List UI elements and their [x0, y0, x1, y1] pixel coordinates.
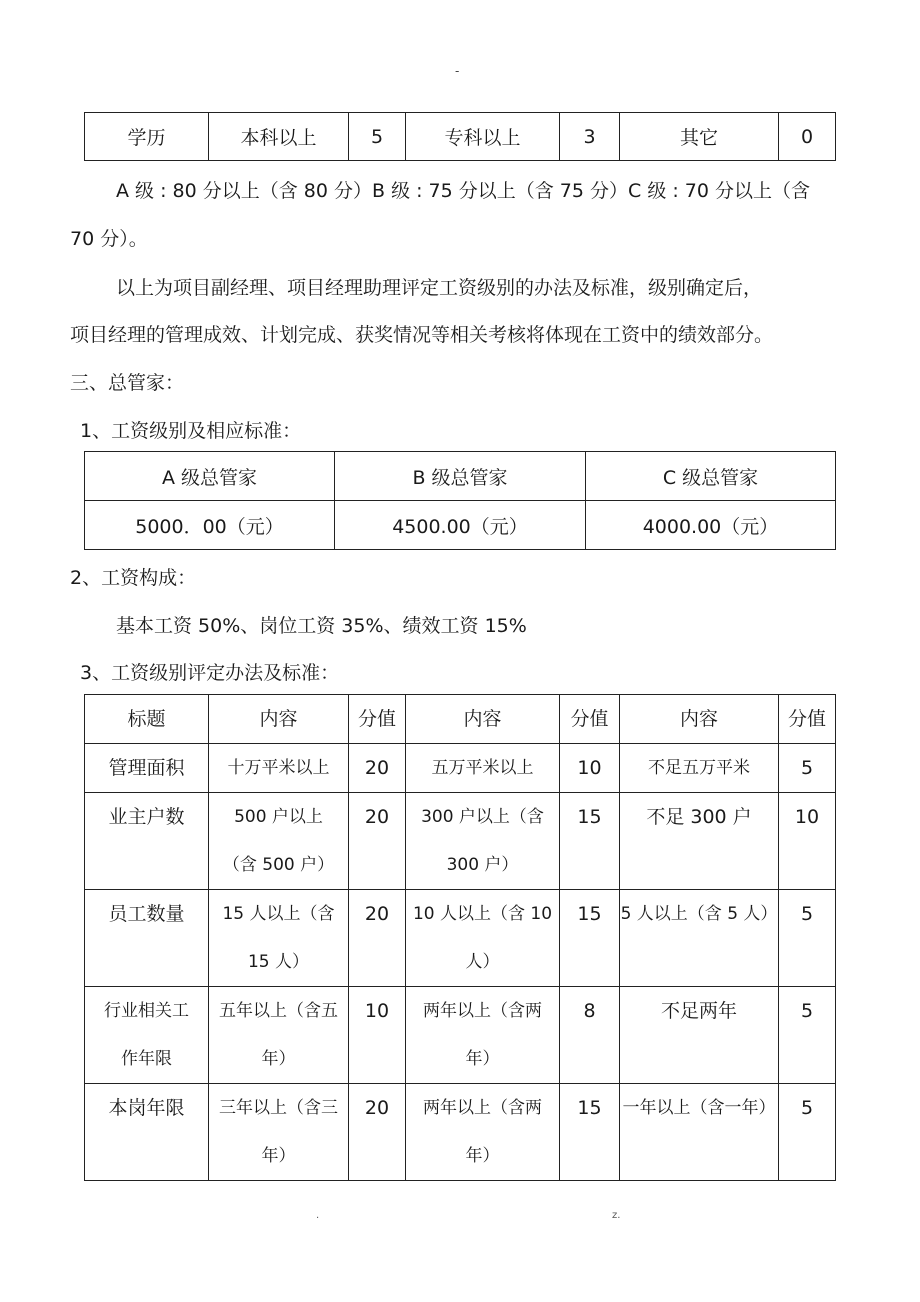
criteria-header: 分值 [349, 695, 406, 744]
criteria-content: 十万平米以上 [209, 744, 349, 793]
criteria-header: 分值 [560, 695, 620, 744]
criteria-header: 内容 [406, 695, 560, 744]
salary-amount: 4000.00（元） [586, 501, 836, 550]
footer-right-mark: z. [612, 1210, 621, 1221]
salary-amount: 5000．00（元） [85, 501, 335, 550]
grade-line-1: A 级 : 80 分以上（含 80 分）B 级 : 75 分以上（含 75 分）C 级 : 70 分以上（含 [116, 180, 811, 202]
footer-left-mark: . [316, 1210, 320, 1221]
table1-cell: 本科以上 [209, 113, 349, 161]
criteria-content: 15 人以上（含 15 人） [209, 890, 349, 987]
criteria-score: 10 [779, 793, 836, 890]
criteria-score: 20 [349, 744, 406, 793]
criteria-score: 10 [560, 744, 620, 793]
table-row [85, 744, 836, 793]
salary-level-table [84, 451, 836, 550]
criteria-content: 5 人以上（含 5 人） [620, 890, 779, 987]
criteria-header: 内容 [209, 695, 349, 744]
row-title: 业主户数 [85, 793, 209, 890]
table1-cell: 专科以上 [406, 113, 560, 161]
row-title: 员工数量 [85, 890, 209, 987]
criteria-score: 15 [560, 793, 620, 890]
education-score-table [84, 112, 836, 161]
row-title: 行业相关工 作年限 [85, 987, 209, 1084]
criteria-score: 20 [349, 890, 406, 987]
criteria-score: 8 [560, 987, 620, 1084]
criteria-score: 5 [779, 987, 836, 1084]
criteria-content: 两年以上（含两 年） [406, 1084, 560, 1181]
row-title: 管理面积 [85, 744, 209, 793]
criteria-score: 5 [779, 744, 836, 793]
criteria-content: 五年以上（含五 年） [209, 987, 349, 1084]
criteria-score: 20 [349, 1084, 406, 1181]
item1-title: 1、工资级别及相应标准： [80, 420, 302, 442]
grade-line-2: 70 分）。 [70, 228, 148, 250]
header-mark: - [455, 64, 460, 78]
salary-level-header: B 级总管家 [335, 452, 586, 501]
criteria-header: 分值 [779, 695, 836, 744]
paragraph-line-1: 以上为项目副经理、项目经理助理评定工资级别的办法及标准，级别确定后， [116, 277, 763, 299]
salary-amount: 4500.00（元） [335, 501, 586, 550]
item2-title: 2、工资构成： [70, 567, 197, 589]
table-row [85, 793, 836, 890]
criteria-header: 内容 [620, 695, 779, 744]
table-row [85, 987, 836, 1084]
criteria-content: 不足五万平米 [620, 744, 779, 793]
row-title: 本岗年限 [85, 1084, 209, 1181]
table1-cell: 0 [779, 113, 836, 161]
table-row [85, 890, 836, 987]
table1-cell: 3 [560, 113, 620, 161]
criteria-content: 一年以上（含一年） [620, 1084, 779, 1181]
criteria-score: 20 [349, 793, 406, 890]
item3-title: 3、工资级别评定办法及标准： [80, 662, 340, 684]
criteria-content: 三年以上（含三 年） [209, 1084, 349, 1181]
salary-level-header: A 级总管家 [85, 452, 335, 501]
criteria-content: 五万平米以上 [406, 744, 560, 793]
table1-cell: 其它 [620, 113, 779, 161]
grading-criteria-table [84, 694, 836, 1181]
table-row [85, 1084, 836, 1181]
criteria-content: 不足两年 [620, 987, 779, 1084]
salary-level-header: C 级总管家 [586, 452, 836, 501]
criteria-content: 10 人以上（含 10 人） [406, 890, 560, 987]
criteria-header: 标题 [85, 695, 209, 744]
criteria-content: 500 户以上 （含 500 户） [209, 793, 349, 890]
criteria-content: 300 户以上（含 300 户） [406, 793, 560, 890]
criteria-content: 不足 300 户 [620, 793, 779, 890]
criteria-score: 15 [560, 890, 620, 987]
table1-cell: 5 [349, 113, 406, 161]
section-title: 三、总管家： [70, 372, 185, 394]
criteria-score: 5 [779, 1084, 836, 1181]
criteria-score: 15 [560, 1084, 620, 1181]
table1-cell: 学历 [85, 113, 209, 161]
paragraph-line-2: 项目经理的管理成效、计划完成、获奖情况等相关考核将体现在工资中的绩效部分。 [70, 324, 774, 346]
criteria-score: 5 [779, 890, 836, 987]
salary-composition: 基本工资 50%、岗位工资 35%、绩效工资 15% [116, 615, 527, 637]
criteria-content: 两年以上（含两 年） [406, 987, 560, 1084]
criteria-score: 10 [349, 987, 406, 1084]
